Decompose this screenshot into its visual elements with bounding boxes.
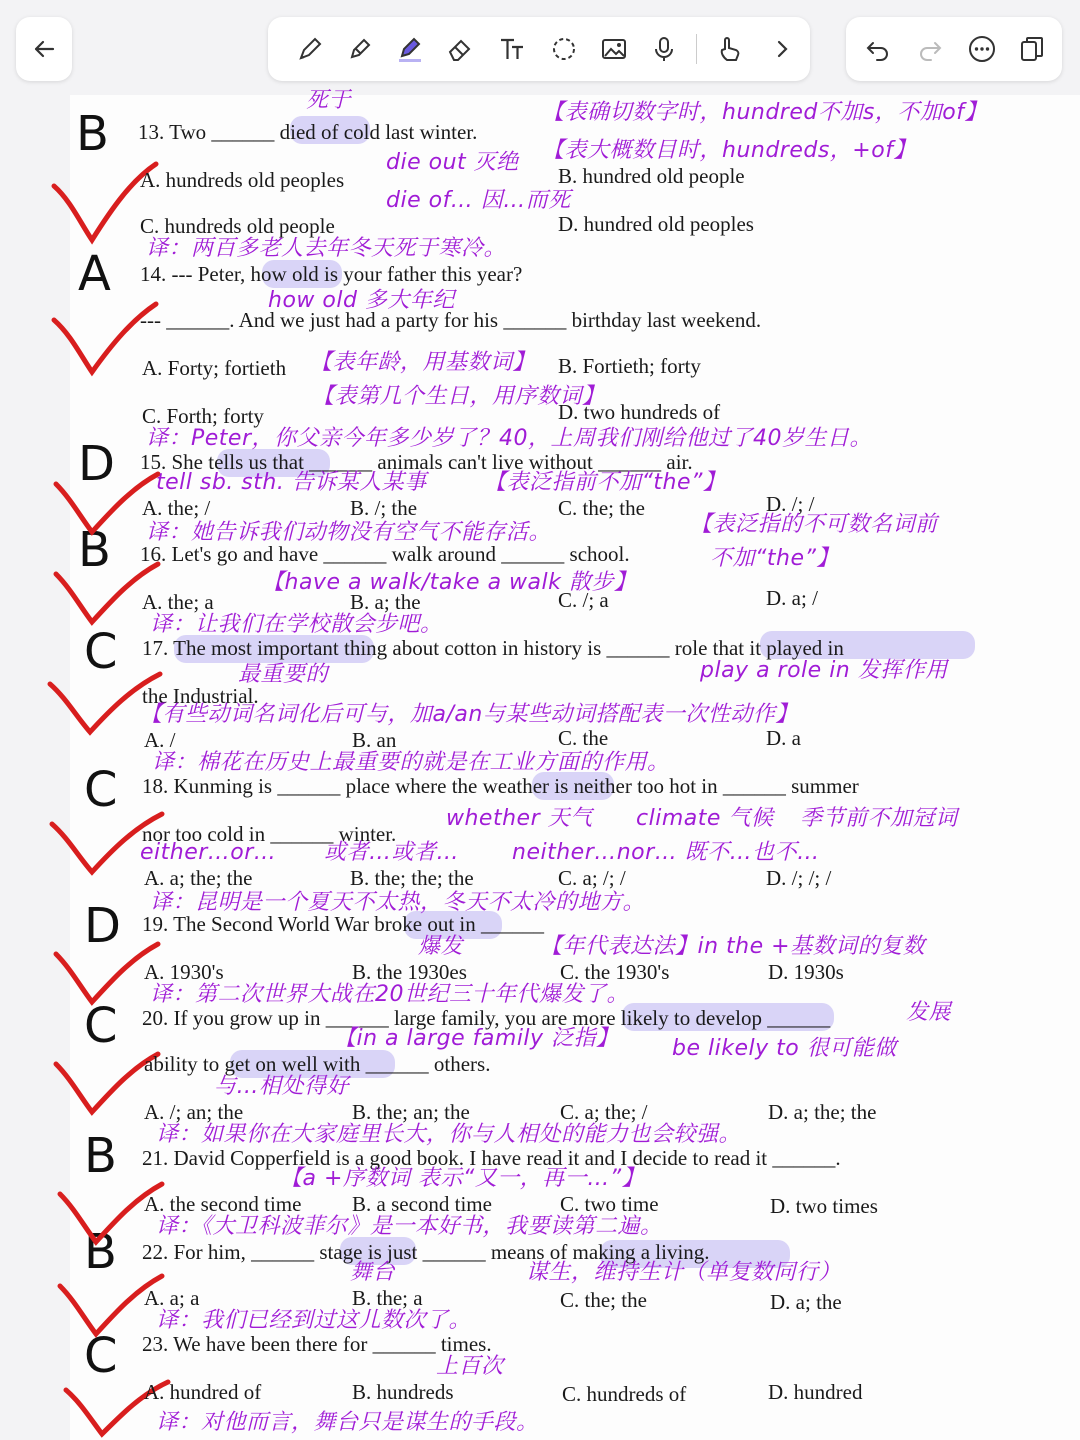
option-b: B. Fortieth; forty: [558, 354, 701, 378]
question-stem: 21. David Copperfield is a good book. I have read it and I decide to read it ______.: [142, 1146, 841, 1170]
more-icon: [967, 34, 997, 64]
option-c: C. a; /; /: [558, 866, 626, 890]
eraser-tool[interactable]: [438, 17, 482, 81]
answer-letter: C: [84, 998, 118, 1054]
note: how old 多大年纪: [268, 288, 455, 313]
option-d: D. two times: [770, 1194, 878, 1218]
note: 【表年龄，用基数词】: [310, 350, 536, 375]
option-c: C. the; the: [558, 496, 645, 520]
question-stem: 19. The Second World War broke out in ______: [142, 912, 544, 936]
option-a: A. the; a: [142, 590, 214, 614]
back-button-pill: [16, 17, 72, 81]
image-tool[interactable]: [592, 17, 636, 81]
question-stem: 13. Two ______ died of cold last winter.: [138, 120, 478, 144]
marker-icon: [395, 34, 425, 64]
question-stem: ability to get on well with ______ others.: [144, 1052, 491, 1076]
option-d: D. /; /; /: [766, 866, 832, 890]
translation: 译：昆明是一个夏天不太热，冬天不太冷的地方。: [150, 890, 646, 915]
option-c: C. a; the; /: [560, 1100, 648, 1124]
option-b: B. an: [352, 728, 397, 752]
note: 死于: [306, 88, 352, 113]
answer-letter: C: [84, 624, 118, 680]
option-d: D. hundred: [768, 1380, 863, 1404]
option-a: A. the; /: [142, 496, 211, 520]
pages-icon: [1017, 34, 1047, 64]
translation: 译：两百多老人去年冬天死于寒冷。: [146, 236, 507, 261]
note: climate 气候: [636, 806, 774, 831]
option-a: A. /: [144, 728, 176, 752]
note: 与…相处得好: [214, 1074, 350, 1099]
note: 【表泛指的不可数名词前: [690, 512, 938, 537]
option-b: B. hundred old people: [558, 164, 745, 188]
answer-letter: D: [78, 436, 115, 492]
translation: 译：我们已经到过这儿数次了。: [156, 1308, 472, 1333]
option-c: C. two time: [560, 1192, 659, 1216]
option-b: B. hundreds: [352, 1380, 454, 1404]
pages-button[interactable]: [1010, 17, 1054, 81]
answer-letter: B: [76, 106, 109, 162]
tool-palette: [268, 17, 810, 81]
translation: 译：Peter，你父亲今年多少岁了？40，上周我们刚给他过了40岁生日。: [146, 426, 872, 451]
option-d: D. a; the; the: [768, 1100, 877, 1124]
note: 舞台: [350, 1260, 396, 1285]
question-stem: 15. She tells us that ______ animals can't live without ______ air.: [140, 450, 693, 474]
note: 或者…或者…: [324, 840, 460, 865]
answer-letter: C: [84, 762, 118, 818]
option-d: D. 1930s: [768, 960, 844, 984]
touch-write-icon: [715, 34, 745, 64]
highlighter-icon: [345, 34, 375, 64]
question-stem: --- ______. And we just had a party for his ______ birthday last weekend.: [140, 308, 762, 332]
option-b: B. the 1930es: [352, 960, 467, 984]
option-c: C. hundreds old people: [140, 214, 335, 238]
option-a: A. the second time: [144, 1192, 302, 1216]
note: 爆发: [418, 934, 464, 959]
divider: [693, 17, 699, 81]
option-b: B. the; a: [352, 1286, 423, 1310]
answer-letter: B: [84, 1224, 117, 1280]
translation: 译：第二次世界大战在20世纪三十年代爆发了。: [150, 982, 629, 1007]
microphone-tool[interactable]: [642, 17, 686, 81]
back-arrow-icon: [29, 34, 59, 64]
option-b: B. a; the: [350, 590, 421, 614]
lasso-icon: [549, 34, 579, 64]
translation: 译：对他而言，舞台只是谋生的手段。: [156, 1410, 539, 1435]
undo-icon: [863, 34, 893, 64]
option-b: B. the; an; the: [352, 1100, 470, 1124]
eraser-icon: [445, 34, 475, 64]
answer-letter: B: [78, 522, 111, 578]
question-stem: nor too cold in ______ winter.: [142, 822, 397, 846]
question-stem: 22. For him, ______ stage is just ______ means of making a living.: [142, 1240, 710, 1264]
pen-icon: [295, 34, 325, 64]
note: 【have a walk/take a walk 散步】: [262, 570, 637, 595]
redo-icon: [915, 34, 945, 64]
note: 【表大概数目时，hundreds，+of】: [542, 138, 916, 163]
answer-letter: C: [84, 1328, 118, 1384]
note: die of… 因…而死: [386, 188, 571, 213]
option-d: D. /; /: [766, 492, 815, 516]
option-a: A. /; an; the: [144, 1100, 244, 1124]
more-button[interactable]: [960, 17, 1004, 81]
note: 季节前不加冠词: [800, 806, 958, 831]
note: 上百次: [436, 1354, 504, 1379]
option-a: A. a; the; the: [144, 866, 253, 890]
option-a: A. hundreds old peoples: [140, 168, 345, 192]
option-a: A. a; a: [144, 1286, 200, 1310]
note: 【表第几个生日，用序数词】: [312, 384, 605, 409]
note: die out 灭绝: [386, 150, 519, 175]
question-stem: 20. If you grow up in ______ large family, you are more likely to develop ______: [142, 1006, 831, 1030]
note: either…or…: [140, 840, 277, 865]
answer-letter: A: [78, 246, 111, 302]
question-stem: 14. --- Peter, how old is your father this year?: [140, 262, 523, 286]
option-d: D. a: [766, 726, 801, 750]
note: be likely to 很可能做: [672, 1036, 897, 1061]
note: 【a +序数词 表示“又一，再一…”】: [280, 1166, 645, 1191]
option-a: A. hundred of: [144, 1380, 262, 1404]
pen-tool[interactable]: [288, 17, 332, 81]
option-d: D. a; the: [770, 1290, 842, 1314]
note: 谋生，维持生计（单复数同行）: [526, 1260, 842, 1285]
question-stem: 16. Let's go and have ______ walk around ______ school.: [140, 542, 630, 566]
option-b: B. the; the; the: [350, 866, 474, 890]
image-icon: [599, 34, 629, 64]
note: tell sb. sth. 告诉某人某事: [156, 470, 427, 495]
answer-letter: B: [84, 1128, 117, 1184]
note: 【in a large family 泛指】: [334, 1026, 619, 1051]
option-c: C. Forth; forty: [142, 404, 264, 428]
option-c: C. the: [558, 726, 609, 750]
option-c: C. hundreds of: [562, 1382, 687, 1406]
undo-button[interactable]: [856, 17, 900, 81]
question-stem: 17. The most important thing about cotton in history is ______ role that it played in: [142, 636, 844, 660]
answer-letter: D: [84, 898, 121, 954]
option-d: D. a; /: [766, 586, 818, 610]
more-tools-button[interactable]: [762, 17, 802, 81]
option-c: C. the; the: [560, 1288, 647, 1312]
note: 【有些动词名词化后可与，加a/an与某些动词搭配表一次性动作】: [140, 702, 798, 727]
note: 最重要的: [238, 662, 329, 687]
text-tool-icon: [497, 34, 527, 64]
translation: 译：让我们在学校散会步吧。: [150, 612, 443, 637]
redo-button[interactable]: [908, 17, 952, 81]
translation: 译：如果你在大家庭里长大，你与人相处的能力也会较强。: [156, 1122, 742, 1147]
option-d: D. two hundreds of: [558, 400, 721, 424]
chevron-right-icon: [767, 34, 797, 64]
note: 不加“the”】: [710, 546, 839, 571]
note: 【表确切数字时，hundred不加s，不加of】: [542, 100, 988, 125]
note: neither…nor… 既不…也不…: [512, 840, 820, 865]
option-d: D. hundred old peoples: [558, 212, 754, 236]
option-b: B. /; the: [350, 496, 418, 520]
touch-write-tool[interactable]: [708, 17, 752, 81]
translation: 译：《大卫科波菲尔》是一本好书，我要读第二遍。: [156, 1214, 663, 1239]
translation: 译：她告诉我们动物没有空气不能存活。: [146, 520, 552, 545]
question-stem: the Industrial.: [142, 684, 259, 708]
lasso-tool[interactable]: [542, 17, 586, 81]
option-c: C. the 1930's: [560, 960, 670, 984]
note: whether 天气: [446, 806, 593, 831]
highlighter-tool[interactable]: [338, 17, 382, 81]
marker-tool[interactable]: [388, 17, 432, 81]
translation: 译：棉花在历史上最重要的就是在工业方面的作用。: [152, 750, 670, 775]
question-stem: 23. We have been there for ______ times.: [142, 1332, 492, 1356]
note: 发展: [906, 1000, 952, 1025]
note: 【年代表达法】in the +基数词的复数: [540, 934, 926, 959]
option-a: A. Forty; fortieth: [142, 356, 287, 380]
text-tool[interactable]: [490, 17, 534, 81]
microphone-icon: [649, 34, 679, 64]
note: 【表泛指前不加“the”】: [484, 470, 726, 495]
history-pill: [846, 17, 1062, 81]
note: play a role in 发挥作用: [700, 658, 948, 683]
option-c: C. /; a: [558, 588, 609, 612]
option-a: A. 1930's: [144, 960, 224, 984]
back-button[interactable]: [16, 17, 72, 81]
option-b: B. a second time: [352, 1192, 492, 1216]
question-stem: 18. Kunming is ______ place where the weather is neither too hot in ______ summer: [142, 774, 859, 798]
